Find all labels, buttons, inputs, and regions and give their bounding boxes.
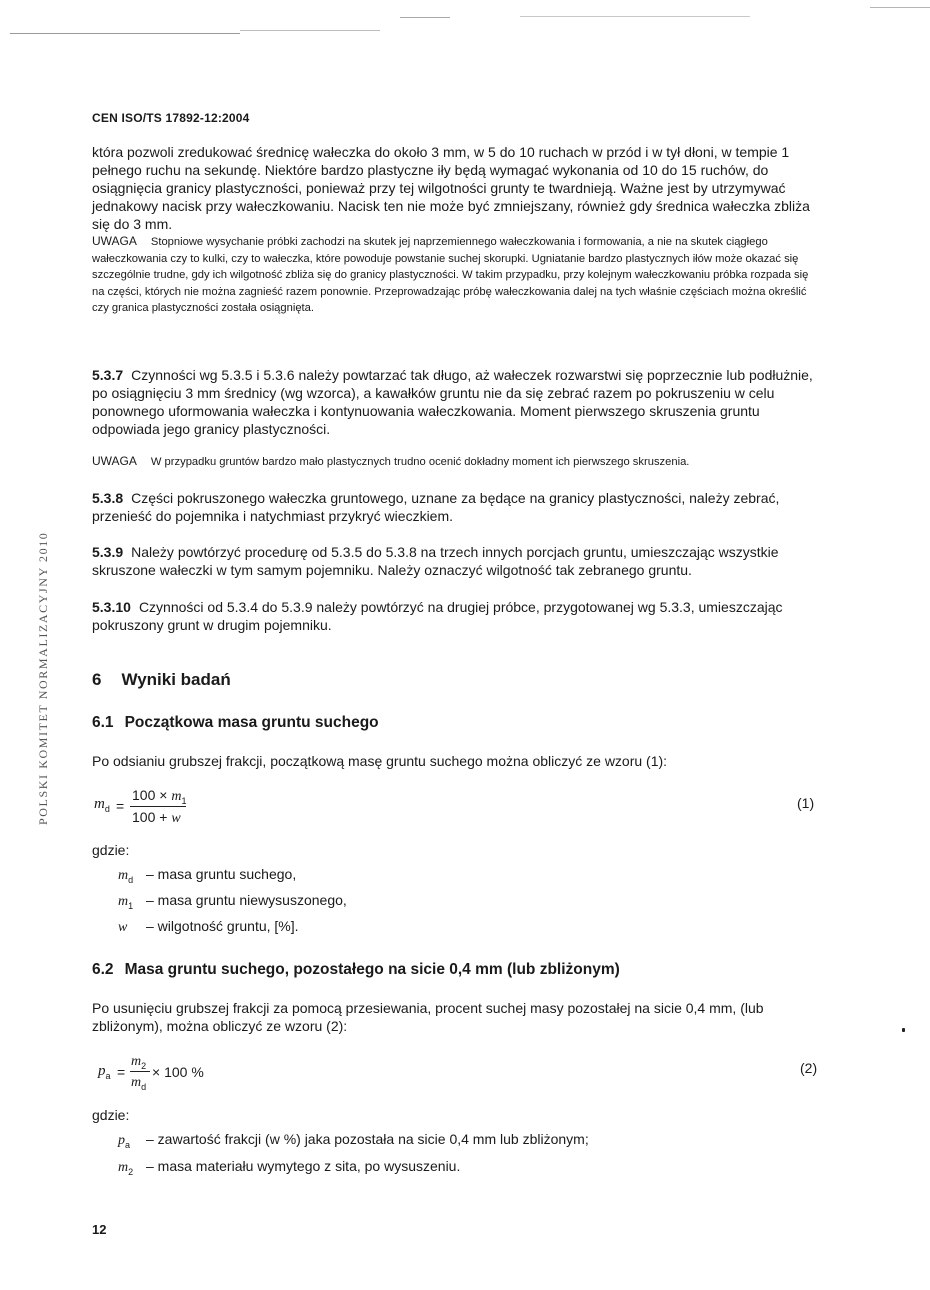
fraction-bar (130, 1071, 150, 1072)
where-label: gdzie: (92, 1107, 130, 1123)
section-6-2-heading (92, 961, 819, 979)
where-label: gdzie: (92, 842, 130, 858)
section-title: Początkowa masa gruntu suchego (124, 714, 379, 731)
note-label: UWAGA (92, 454, 137, 468)
definition-row: w – wilgotność gruntu, [%]. (118, 918, 299, 935)
clause-text: Czynności wg 5.3.5 i 5.3.6 należy powtarzać tak długo, aż wałeczek rozwarstwi się poprzecznie lub podłużnie, po osiągnięciu 3 mm średnicy (wg wzorca), a kawałków gruntu nie da się zebrać razem po pokruszeniu w celu ponownego uformowania wałeczka i kontynuowania wałeczkowania. Moment pierwszego skruszenia gruntu odpowiada jego granicy plastyczności. (92, 367, 813, 437)
clause-5-3-8 (92, 489, 819, 525)
section-6-heading (92, 670, 819, 690)
note-1 (92, 233, 819, 317)
definition-row: $m_1$ – masa gruntu niewysuszonego, (118, 892, 347, 911)
section-title: Masa gruntu suchego, pozostałego na sicie 0,4 mm (lub zbliżonym) (124, 961, 620, 978)
formula-denominator: 100 + w (132, 809, 181, 826)
intro-paragraph: która pozwoli zredukować średnicę wałeczka do około 3 mm, w 5 do 10 ruchach w przód i w tył dłoni, w tempie 1 pełnego ruchu na sekundę. Niektóre bardzo plastyczne iły będą wymagać wykonania od 10 do 15 ruchów, do osiągnięcia granicy plastyczności, ponieważ przy tej wilgotności grunty te twardnieją. Ważne jest by utrzymywać jednakowy nacisk przy wałeczkowaniu. Nacisk ten nie może być zmniejszany, również gdy średnica wałeczka zbliża się do 3 mm. (92, 144, 810, 232)
formula-lhs: $m_d$ (94, 796, 110, 814)
note-label: UWAGA (92, 234, 137, 248)
clause-5-3-10 (92, 598, 819, 634)
clause-text: Części pokruszonego wałeczka gruntowego, uznane za będące na granicy plastyczności, należy zebrać, przenieść do pojemnika i natychmiast przykryć wieczkiem. (92, 490, 780, 524)
definition-row: $m_2$ – masa materiału wymytego z sita, po wysuszeniu. (118, 1158, 461, 1177)
note-text: W przypadku gruntów bardzo mało plastycznych trudno ocenić dokładny moment ich pierwszego skruszenia. (150, 456, 690, 468)
scan-speck (902, 1028, 905, 1032)
section-number: 6 (92, 670, 102, 689)
scan-line (870, 7, 930, 8)
section-6-1-heading (92, 714, 819, 732)
section-title: Wyniki badań (121, 670, 231, 689)
formula-2: $p_a$ = $m_2$ $m_d$ × 100 % (98, 1054, 204, 1092)
side-stamp: POLSKI KOMITET NORMALIZACYJNY 2010 (36, 531, 50, 825)
clause-number: 5.3.7 (92, 367, 124, 383)
definition-row: $m_d$ – masa gruntu suchego, (118, 866, 297, 885)
formula-numerator: $m_2$ (131, 1054, 147, 1071)
scan-line (400, 17, 450, 18)
note-2 (92, 453, 819, 471)
formula-numerator: $100 \times m_1$ (132, 787, 187, 806)
equation-number: (1) (797, 795, 815, 811)
section-6-1-intro: Po odsianiu grubszej frakcji, początkową masę gruntu suchego można obliczyć ze wzoru (1): (92, 753, 668, 769)
scan-line (520, 16, 750, 17)
note-text: Stopniowe wysychanie próbki zachodzi na skutek jej naprzemiennego wałeczkowania i formowania, a nie na skutek ciągłego wałeczkowania czy to kulki, czy to wałeczka, które powoduje powstanie suchej skorupki. Ugniatanie bardzo plastycznych iłów może okazać się szczególnie trudne, gdy ich wilgotność zbliża się do granicy plastyczności. W takim przypadku, przy kolejnym wałeczkowaniu próbka rozpada się na części, których nie można zagnieść razem ponownie. Przeprowadzając próbę wałeczkowania dalej na tych właśnie częściach można określić czy granica plastyczności została osiągnięta. (92, 236, 809, 314)
definition-row: $p_a$ – zawartość frakcji (w %) jaka pozostała na sicie 0,4 mm lub zbliżonym; (118, 1131, 589, 1150)
page-number: 12 (92, 1222, 107, 1237)
clause-number: 5.3.9 (92, 544, 124, 560)
fraction-bar (130, 806, 186, 807)
formula-1: $m_d$ = $100 \times m_1$ 100 + w (94, 787, 187, 826)
clause-text: Czynności od 5.3.4 do 5.3.9 należy powtórzyć na drugiej próbce, przygotowanej wg 5.3.3, umieszczając pokruszony grunt w drugim pojemniku. (92, 599, 783, 633)
clause-text: Należy powtórzyć procedurę od 5.3.5 do 5.3.8 na trzech innych porcjach gruntu, umieszczając wszystkie skruszone wałeczki w tym samym pojemniku. Należy oznaczyć wilgotność tak zebranego gruntu. (92, 544, 779, 578)
clause-number: 5.3.10 (92, 599, 131, 615)
document-code: CEN ISO/TS 17892-12:2004 (92, 111, 250, 125)
clause-5-3-9 (92, 543, 819, 579)
formula-tail: × 100 % (152, 1064, 204, 1080)
clause-number: 5.3.8 (92, 490, 124, 506)
formula-lhs: $p_a$ (98, 1063, 111, 1081)
equation-number: (2) (800, 1060, 818, 1076)
scan-line (240, 30, 380, 31)
section-number: 6.1 (92, 714, 114, 731)
scan-line (10, 33, 240, 34)
section-number: 6.2 (92, 961, 114, 978)
clause-5-3-7 (92, 366, 819, 438)
section-6-2-intro: Po usunięciu grubszej frakcji za pomocą przesiewania, procent suchej masy pozostałej na sicie 0,4 mm, (lub zbliżonym), można obliczyć ze wzoru (2): (92, 1000, 764, 1034)
formula-denominator: $m_d$ (131, 1075, 147, 1092)
